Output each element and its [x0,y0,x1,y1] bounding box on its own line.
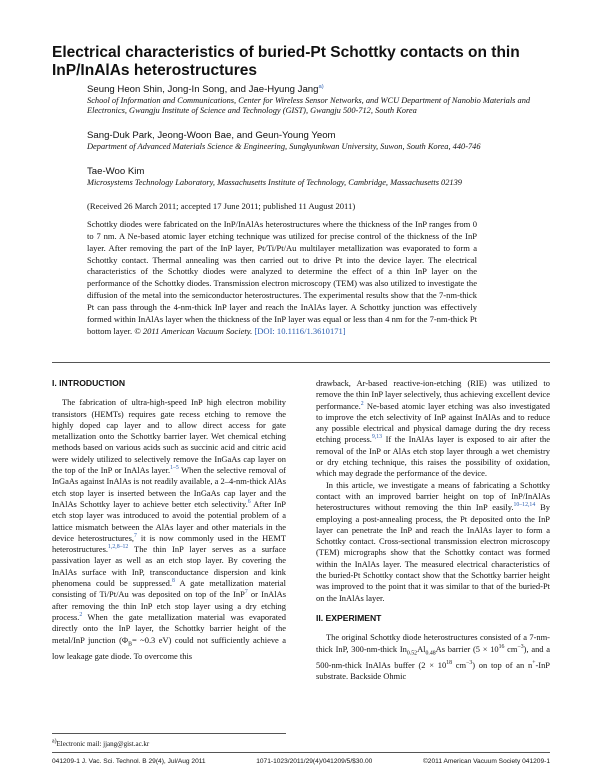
footer-journal: 041209-1 J. Vac. Sci. Technol. B 29(4), Jul/Aug 2011 [52,758,206,765]
divider [52,362,550,363]
citation[interactable]: 7 [134,533,137,540]
citation[interactable]: 1,2,8–12 [108,544,129,551]
citation[interactable]: 10–12,14 [513,502,536,509]
author-group-2 [87,130,557,152]
paper-title: Electrical characteristics of buried-Pt Schottky contacts on thin InP/InAlAs heterostructures [52,44,520,79]
author-group-3 [87,166,557,188]
author-names: Tae-Woo Kim [87,166,145,177]
citation[interactable]: 2 [79,612,83,619]
footer-copyright: ©2011 American Vacuum Society 041209-1 [422,758,550,765]
author-names: Sang-Duk Park, Jeong-Woon Bae, and Geun-Young Yeom [87,130,336,141]
citation[interactable]: 8 [171,578,175,585]
copyright: © 2011 American Vacuum Society. [134,325,253,336]
intro-paragraph-1: The fabrication of ultra-high-speed InP high electron mobility transistors (HEMTs) requires gate recess etching to remove the highly doped cap layer and to allow direct access for gate metallization onto the Schottky barrier layer. Wet chemical etching methods based on various acids such as succinic acid and citric acid were widely utilized to selectively remove the InGaAs cap layer on the top of the InP or InAlAs layer.$^{1-5}$ When the selective removal of InGaAs against InAlAs is not readily available, a 2–4-nm-thick AlAs etch stop layer is inserted between the InGaAs cap layer and the InAlAs Schottky layer to achieve better etch selectivity.$^6$ After InP etch stop layer was introduced to avoid the potential problem of a lattice mismatch between the AlAs layer and other materials in the device heterostructures,$^7$ it is now commonly used in the HEMT heterostructures.$^{1,2,8-12}$ The thin InP layer serves as a surface passivation layer as well as an etch stop layer. By covering the InAlAs surface with InP, transconductance dispersion and kink phenomena could be suppressed.$^8$ A gate metallization material consisting of Ti/Pt/Au was deposited on top of the InP$^7$ or InAlAs after removing the thin InP etch stop layer using a dry etching process.$^2$ When the gate metallization material was evaporated directly onto the InP layer, the Schottky barrier height of the metal/InP junction ($\Phi_B=$ ~0.3 eV) could not sufficiently achieve a low leakage gate diode. To overcome this [52,397,287,661]
citation[interactable]: 9,13 [371,434,382,441]
abstract: Schottky diodes were fabricated on the InP/InAlAs heterostructures where the thickness of the InP ranges from 0 to 7 nm. A Ne-based atomic layer etching technique was utilized for precise control of the thickness of the InP layer. After removing the part of the InP layer, Pt/Ti/Pt/Au multilayer metallization was evaporated to form a Schottky contact. Thermal annealing was then carried out to drive Pt into the device layer. The electrical characteristics of the Schottky diodes were analyzed to determine the effect of a thin InP layer on the performance of the Schottky diodes. Transmission electron microscopy (TEM) was also utilized to investigate the diffusion of the metal into the semiconductor heterostructures. The experimental results show that the 7-nm-thick Pt can pass through the 4-nm-thick InP layer and reach the InAlAs layer. A Schottky junction was effectively formed within InAlAs layer when the thickness of the InP layer was equal or less than 4 nm for the 7-nm-thick Pt bottom layer. © 2011 American Vacuum Society. [DOI: 10.1116/1.3610171] [87,219,477,336]
received-dates: (Received 26 March 2011; accepted 17 June 2011; published 11 August 2011) [87,201,356,211]
footnote-divider [52,733,286,734]
section-heading-experiment: II. EXPERIMENT [316,612,382,623]
citation[interactable]: 7 [244,589,248,596]
footer-issn: 1071-1023/2011/29(4)/041209/5/$30.00 [256,758,373,765]
author-footnote-mark[interactable]: a) [318,83,324,90]
footnote: $^{a)}$Electronic mail: jjang@gist.ac.kr [52,738,150,748]
doi-link[interactable]: [DOI: 10.1116/1.3610171] [254,325,346,336]
left-column [52,378,286,662]
section-heading-introduction: I. INTRODUCTION [52,378,126,388]
author-group-1 [87,84,557,116]
right-column [316,378,550,682]
citation[interactable]: 2 [360,400,364,407]
experiment-paragraph-1: The original Schottky diode heterostructures consisted of a 7-nm-thick InP, 300-nm-thick $In_{0.52}Al_{0.48}As$ barrier ($5 \times 10^{16}$ $cm^{-3}$), and a 500-nm-thick InAlAs buffer ($2 \times 10^{18}$ $cm^{-3}$) on top of an n+-InP substrate. Backside Ohmic [316,632,550,681]
affiliation: School of Information and Communications, Center for Wireless Sensor Networks, and WCU Department of Nanobio Materials and Electronics, Gwangju Institute of Science and Technology (GIST), Gwangju 500-712, South Korea [87,96,531,116]
footer-divider [52,752,550,753]
author-names: Seung Heon Shin, Jong-In Song, and Jae-Hyung Jang$^{a)}$ [87,83,324,95]
affiliation: Microsystems Technology Laboratory, Massachusetts Institute of Technology, Cambridge, Massachusetts 02139 [87,178,462,187]
intro-paragraph-1-continued: drawback, Ar-based reactive-ion-etching (RIE) was utilized to remove the thin InP layer selectively, thus achieving excellent device performance.$^2$ Ne-based atomic layer etching was also investigated to improve the etch selectivity of InP against InAlAs and to reduce any possible electrical and physical damage during the dry recess etching process.$^{9,13}$ If the InAlAs layer is exposed to air after the removal of the InP or AlAs etch stop layer through a wet chemistry or dry etching technique, this raises the possibility of oxidation, which may degrade the performance of the device. [316,378,550,479]
page-footer [52,758,550,765]
affiliation: Department of Advanced Materials Science & Engineering, Sungkyunkwan University, Suwon, South Korea, 440-746 [87,142,481,151]
intro-paragraph-2: In this article, we investigate a means of fabricating a Schottky contact with an improved barrier height on top of InP/InAlAs heterostructures without removing the thin InP easily.$^{10-12,14}$ By employing a post-annealing process, the Pt deposited onto the InP layer can penetrate the InP and reach the InAlAs layer to form a Schottky contact. Cross-sectional transmission electron microscopy (TEM) micrographs show that the Schottky contact was formed within the InAlAs layer. The measured electrical characteristics of the buried-Pt Schottky contact show that the Schottky barrier height was improved to the point that it was similar to that of the buried-Pt on the InAlAs layer. [316,479,550,603]
citation[interactable]: 1–5 [170,465,179,472]
citation[interactable]: 6 [247,499,251,506]
